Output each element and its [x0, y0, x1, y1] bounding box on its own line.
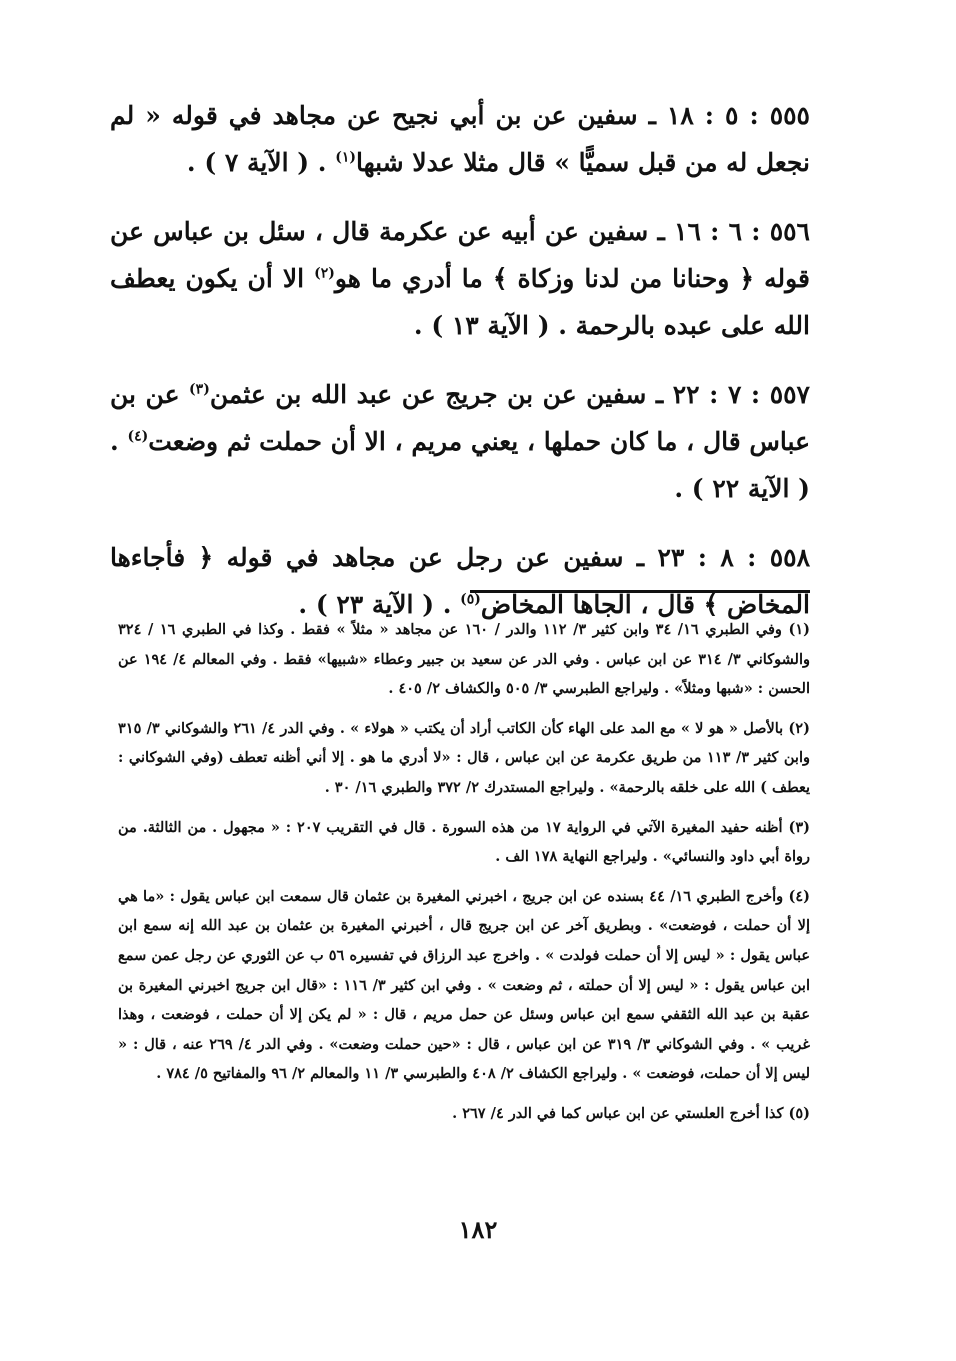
footnote-separator	[470, 590, 810, 593]
footnote-ref-4: (٤)	[127, 428, 149, 445]
entry-557-mid: عن بن عباس قال ، ما كان حملها ، يعني مريم ، الا أن حملت ثم وضعت	[110, 380, 810, 456]
page-number: ١٨٢	[458, 1215, 498, 1244]
main-text	[110, 92, 810, 650]
footnote-ref-1: (١)	[335, 149, 356, 166]
footnote-4: (٤) وأخرج الطبري ١٦/ ٤٤ بسنده عن ابن جريج ، اخبرني المغيرة بن عثمان قال سمعت ابن عباس يقول : «ما هي إلا أن حملت ، فوضعت» . وبطريق آخر عن ابن جريج قال ، أخبرني المغيرة بن عثمان بن عبد الله إنه سمع ابن عباس يقول : « ليس إلا أن حملت فولدت » . واخرج عبد الرزاق في تفسيره ٥٦ ب عن الثوري عن رجل عمن سمع ابن عباس يقول : « ليس إلا أن حملته ، ثم وضعت » . وفي ابن كثير ٣/ ١١٦ : «قال ابن جريج اخبرني المغيرة بن عقبة بن عبد الله الثقفي سمع ابن عباس وسئل عن حمل مريم ، قال : « لم يكن إلا أن حملت ، فوضعت ، وهذا غريب » . وفي الشوكاني ٣/ ٣١٩ عن ابن عباس ، قال : «حين حملت وضعت» . وفي الدر ٤/ ٢٦٩ عنه ، قال : « ليس إلا أن حملت، فوضعت » . وليراجع الكشاف ٢/ ٤٠٨ والطبرسي ٣/ ١١ والمعالم ٢/ ٩٦ والمفاتيح ٥/ ٧٨٤ .	[118, 887, 810, 1083]
entry-557-text: ٥٥٧ : ٧ : ٢٢ ـ سفين عن بن جريج عن عبد الله بن عثمن	[209, 380, 810, 409]
entry-558-text: ٥٥٨ : ٨ : ٢٣ ـ سفين عن رجل عن مجاهد في قوله ﴿ فأجاءها المخاض ﴾ قال ، الجاها المخاض	[110, 543, 811, 619]
footnote-3: (٣) أظنه حفيد المغيرة الآتي في الرواية ١٧ من هذه السورة . قال في التقريب ٢٠٧ : « مجهول . من الثالثة. من رواة أبي داود والنسائي» . وليراجع النهاية ١٧٨ الف .	[118, 818, 810, 866]
entry-556-tail: الا أن يكون يعطف الله على عبده بالرحمة . ( الآية ١٣ ) .	[110, 264, 810, 340]
entry-555-text: ٥٥٥ : ٥ : ١٨ ـ سفين عن بن أبي نجيح عن مجاهد في قوله « لم نجعل له من قبل سميًّا » قال مثلا عدلا شبها	[110, 101, 810, 177]
entry-557	[110, 371, 810, 512]
entry-556	[110, 208, 810, 349]
entry-555	[110, 92, 810, 186]
footnotes	[118, 615, 810, 1139]
footnote-ref-2: (٢)	[314, 265, 335, 282]
footnote-1: (١) وفي الطبري ١٦/ ٣٤ وابن كثير ٣/ ١١٢ والدر / ١٦٠ عن مجاهد « مثلاً » فقط . وكذا في الطبري ١٦ / ٣٢٤ والشوكاني ٣/ ٣١٤ عن ابن عباس . وفي الدر عن سعيد بن جبير وعطاء «شبيها» فقط . وفي المعالم ٤/ ١٩٤ عن الحسن : «شبها ومثلاً» . وليراجع الطبرسي ٣/ ٥٠٥ والكشاف ٢/ ٤٠٥ .	[118, 621, 810, 698]
entry-558-tail: . ( الآية ٢٣ ) .	[298, 590, 461, 619]
entry-558	[110, 534, 810, 628]
entry-557-tail: . ( الآية ٢٢ ) .	[110, 427, 810, 503]
footnote-5: (٥) كذا أخرج العلستي عن ابن عباس كما في الدر ٤/ ٢٦٧ .	[452, 1104, 810, 1122]
entry-555-tail: . ( الآية ٧ ) .	[186, 148, 336, 177]
entry-556-text: ٥٥٦ : ٦ : ١٦ ـ سفين عن أبيه عن عكرمة قال ، سئل بن عباس عن قوله ﴿ وحنانا من لدنا وزكاة ﴾ ما أدري ما هو	[110, 217, 810, 293]
footnote-2: (٢) بالأصل « هو لا » مع المد على الهاء كأن الكاتب أراد أن يكتب « هولاء » . وفي الدر ٤/ ٢٦١ والشوكاني ٣/ ٣١٥ وابن كثير ٣/ ١١٣ من طريق عكرمة عن ابن عباس ، قال : «لا أدري ما هو . إلا أني أظنه تعطف (وفي الشوكاني : يعطف ) الله على خلقه بالرحمة» . وليراجع المستدرك ٢/ ٣٧٢ والطبري ١٦/ ٣٠ .	[118, 719, 810, 796]
footnote-ref-3: (٣)	[189, 381, 210, 398]
footnote-ref-5: (٥)	[460, 591, 481, 608]
